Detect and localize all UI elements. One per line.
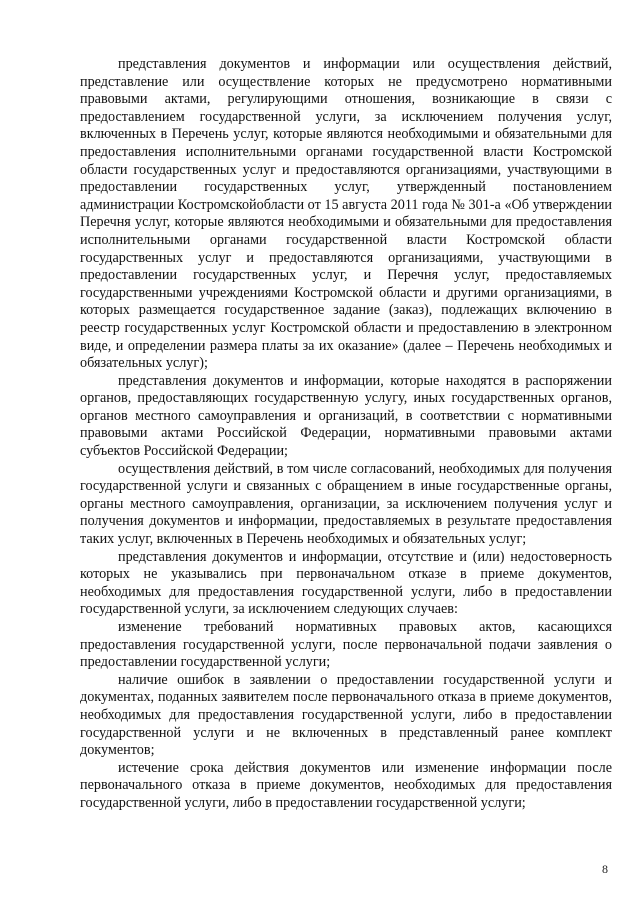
paragraph: истечение срока действия документов или изменение информации после первоначального отказа в приеме документов, необходимых для предоставления государственной услуги, либо в предоставлении государственной услуги; — [80, 759, 612, 811]
paragraph: осуществления действий, в том числе согласований, необходимых для получения государственной услуги и связанных с обращением в иные государственные органы, органы местного самоуправления, организации, за исключением получения услуг и получения документов и информации, предоставляемых в результате предоставления таких услуг, включенных в Перечень необходимых и обязательных услуг; — [80, 460, 612, 548]
paragraph: изменение требований нормативных правовых актов, касающихся предоставления государственной услуги, после первоначальной подачи заявления о предоставлении государственной услуги; — [80, 619, 612, 671]
paragraph: наличие ошибок в заявлении о предоставлении государственной услуги и документах, поданных заявителем после первоначального отказа в приеме документов, необходимых для предоставления государственной услуги, либо в предоставлении государственной услуги и не включенных в представленный ранее комплект документов; — [80, 671, 612, 759]
paragraph: представления документов и информации, которые находятся в распоряжении органов, предоставляющих государственную услугу, иных государственных органов, органов местного самоуправления и организаций, в соответствии с нормативными правовыми актами Российской Федерации, нормативными правовыми актами субъектов Российской Федерации; — [80, 372, 612, 460]
page-number: 8 — [602, 862, 608, 876]
paragraph: представления документов и информации или осуществления действий, представление или осуществление которых не предусмотрено нормативными правовыми актами, регулирующими отношения, возникающие в связи с предоставлением государственной услуги, за исключением получения услуг, включенных в Перечень услуг, которые являются необходимыми и обязательными для предоставления исполнительными органами государственной власти Костромской области государственных услуг и предоставляются организациями, участвующими в предоставлении государственных услуг, утвержденный постановлением администрации Костромскойобласти от 15 августа 2011 года № 301-а «Об утверждении Перечня услуг, которые являются необходимыми и обязательными для предоставления исполнительными органами государственной власти Костромской области государственных услуг и предоставляются организациями, участвующими в предоставлении государственных услуг, и Перечня услуг, предоставляемых государственными учреждениями Костромской области и другими организациями, в которых размещается государственное задание (заказ), подлежащих включению в реестр государственных услуг Костромской области и предоставлению в электронном виде, и определении размера платы за их оказание» (далее – Перечень необходимых и обязательных услуг); — [80, 56, 612, 372]
document-body — [80, 56, 612, 813]
paragraph: представления документов и информации, отсутствие и (или) недостоверность которых не указывались при первоначальном отказе в приеме документов, необходимых для предоставления государственной услуги, либо в предоставлении государственной услуги, за исключением следующих случаев: — [80, 548, 612, 618]
